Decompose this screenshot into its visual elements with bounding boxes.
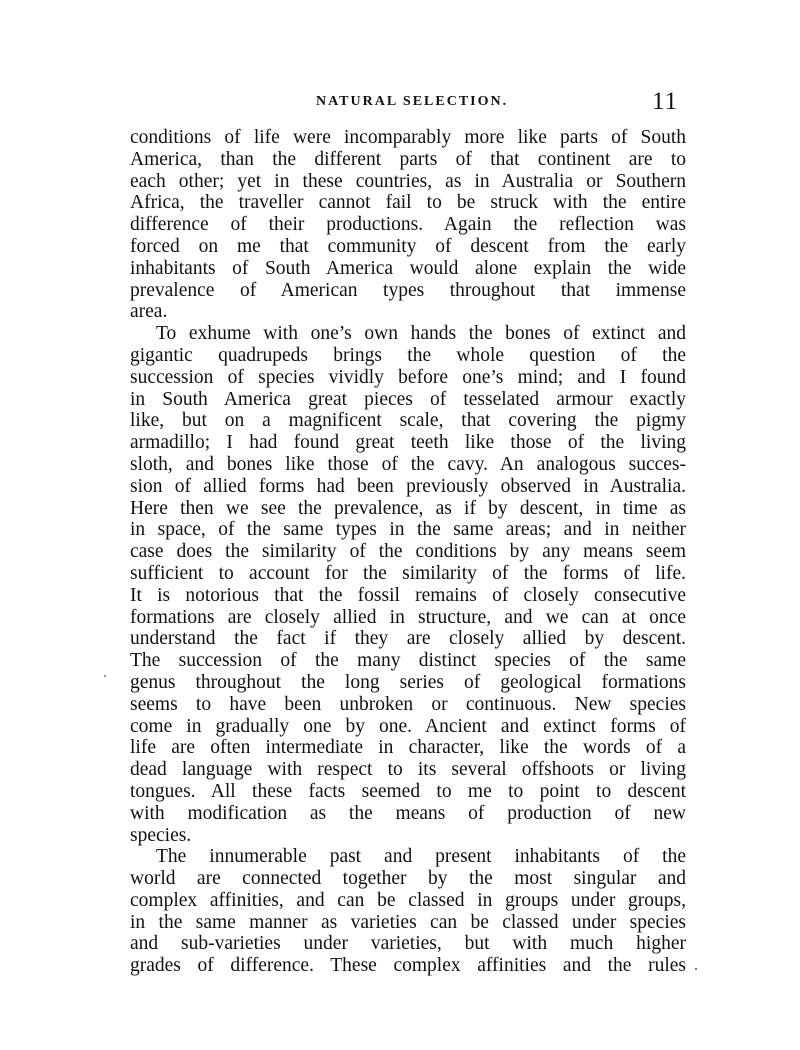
- text-line: like, but on a magnificent scale, that covering the pigmy: [130, 410, 686, 432]
- text-line: To exhume with one’s own hands the bones of extinct and: [156, 323, 686, 345]
- text-line: Here then we see the prevalence, as if by descent, in time as: [130, 497, 686, 519]
- text-line: grades of difference. These complex affinities and the rules: [130, 955, 686, 977]
- text-line: gigantic quadrupeds brings the whole question of the: [130, 344, 686, 366]
- text-line: area.: [130, 301, 168, 323]
- text-line: conditions of life were incomparably more like parts of South: [130, 127, 686, 148]
- text-line: with modification as the means of production of new: [130, 802, 686, 824]
- text-line: species.: [130, 824, 192, 846]
- print-speck-left: [104, 675, 106, 677]
- text-line: in space, of the same types in the same areas; and in neither: [130, 519, 686, 541]
- page-number: 11: [652, 88, 679, 115]
- running-head: [0, 88, 800, 122]
- text-line: armadillo; I had found great teeth like those of the living: [130, 432, 686, 454]
- paragraph-1: [130, 127, 686, 323]
- text-line: The innumerable past and present inhabitants of the: [156, 846, 686, 868]
- text-line: sion of allied forms had been previously observed in Australia.: [130, 475, 686, 497]
- text-line: life are often intermediate in character, like the words of a: [130, 737, 686, 759]
- text-line: America, than the different parts of that continent are to: [130, 148, 686, 170]
- text-line: world are connected together by the most singular and: [130, 868, 686, 890]
- text-line: inhabitants of South America would alone explain the wide: [130, 257, 686, 279]
- text-line: difference of their productions. Again the reflection was: [130, 214, 686, 236]
- text-line: in South America great pieces of tesselated armour exactly: [130, 388, 686, 410]
- text-line: prevalence of American types throughout that immense: [130, 279, 686, 301]
- text-line: in the same manner as varieties can be classed under species: [130, 911, 686, 933]
- text-line: Africa, the traveller cannot fail to be struck with the entire: [130, 192, 686, 214]
- text-line: come in gradually one by one. Ancient and extinct forms of: [130, 715, 686, 737]
- text-line: It is notorious that the fossil remains of closely consecutive: [130, 584, 686, 606]
- paragraph-3: [130, 846, 686, 977]
- text-line: forced on me that community of descent from the early: [130, 235, 686, 257]
- text-line: succession of species vividly before one’s mind; and I found: [130, 366, 686, 388]
- paragraph-2: [130, 323, 686, 846]
- running-title: NATURAL SELECTION.: [316, 94, 509, 109]
- text-line: complex affinities, and can be classed in groups under groups,: [130, 889, 686, 911]
- text-line: each other; yet in these countries, as in Australia or Southern: [130, 170, 686, 192]
- body-text: [130, 127, 686, 977]
- print-speck-right: [695, 968, 697, 970]
- text-line: sloth, and bones like those of the cavy. An analogous succes-: [130, 453, 686, 475]
- text-line: and sub-varieties under varieties, but with much higher: [130, 933, 686, 955]
- text-line: formations are closely allied in structure, and we can at once: [130, 606, 686, 628]
- text-line: dead language with respect to its several offshoots or living: [130, 759, 686, 781]
- text-line: The succession of the many distinct species of the same: [130, 650, 686, 672]
- text-line: seems to have been unbroken or continuous. New species: [130, 693, 686, 715]
- text-line: sufficient to account for the similarity of the forms of life.: [130, 562, 686, 584]
- text-line: case does the similarity of the conditions by any means seem: [130, 541, 686, 563]
- text-line: genus throughout the long series of geological formations: [130, 671, 686, 693]
- text-line: understand the fact if they are closely allied by descent.: [130, 628, 686, 650]
- text-line: tongues. All these facts seemed to me to point to descent: [130, 780, 686, 802]
